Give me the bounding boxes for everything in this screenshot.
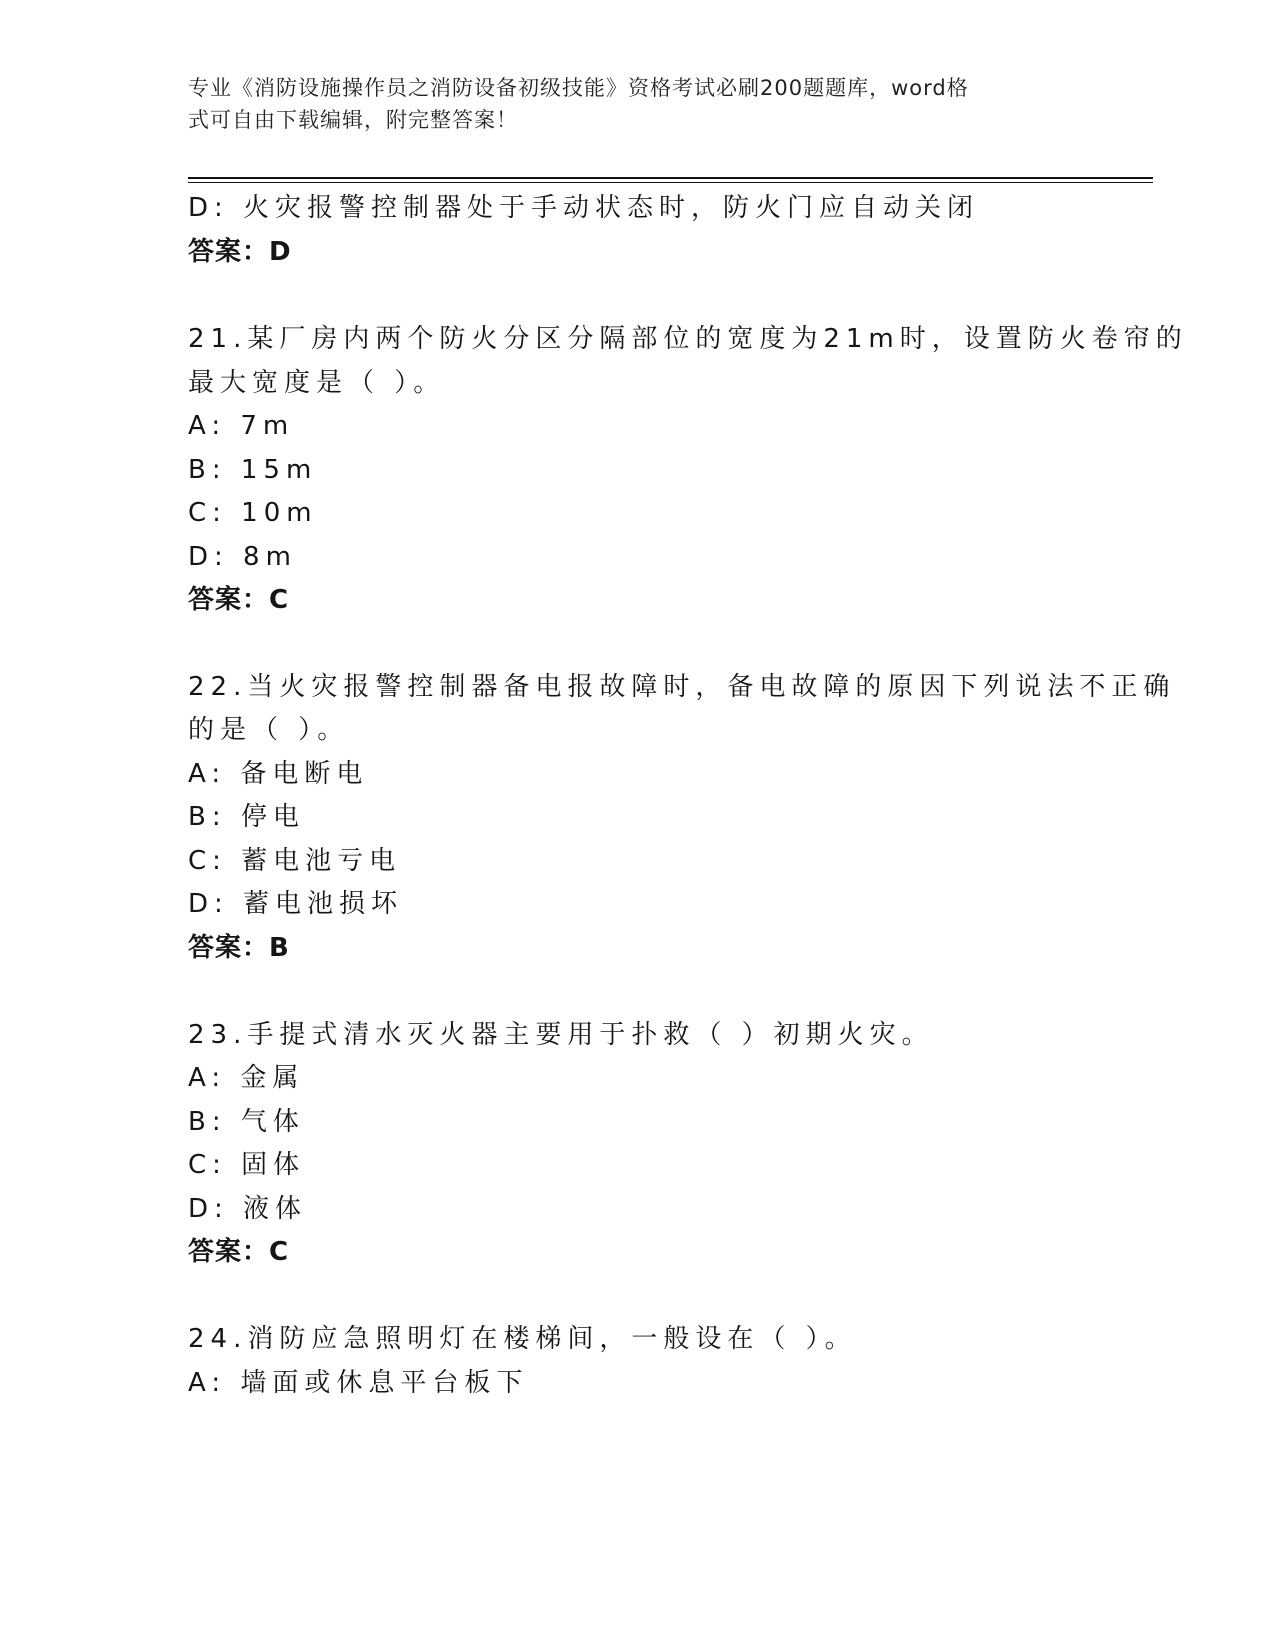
q21-option-a: A: 7m	[188, 411, 295, 441]
header-divider-thick	[188, 177, 1153, 179]
q23-option-c: C: 固体	[188, 1150, 306, 1180]
header-line-1: 专业《消防设施操作员之消防设备初级技能》资格考试必刷200题题库，word格	[188, 76, 969, 100]
header-divider-thin	[188, 182, 1153, 183]
q24-option-a: A: 墙面或休息平台板下	[188, 1368, 529, 1398]
header-line-2: 式可自由下载编辑，附完整答案！	[188, 108, 518, 132]
prev-answer: 答案：D	[188, 237, 292, 267]
q22-option-b: B: 停电	[188, 802, 305, 832]
q21-answer: 答案：C	[188, 585, 290, 615]
q22-option-a: A: 备电断电	[188, 759, 369, 789]
q21-stem-line-2: 最大宽度是（ ）。	[188, 368, 446, 398]
q23-option-a: A: 金属	[188, 1063, 305, 1093]
q24-stem-line-1: 24.消防应急照明灯在楼梯间，一般设在（ ）。	[188, 1324, 857, 1354]
q22-answer: 答案：B	[188, 933, 290, 963]
q22-option-c: C: 蓄电池亏电	[188, 846, 402, 876]
q22-stem-line-1: 22.当火灾报警控制器备电报故障时，备电故障的原因下列说法不正确	[188, 672, 1176, 702]
q23-option-d: D: 液体	[188, 1194, 308, 1224]
q21-option-d: D: 8m	[188, 542, 297, 572]
prev-option-d: D: 火灾报警控制器处于手动状态时，防火门应自动关闭	[188, 193, 980, 223]
q23-answer: 答案：C	[188, 1237, 290, 1267]
q22-option-d: D: 蓄电池损坏	[188, 889, 404, 919]
q23-option-b: B: 气体	[188, 1107, 305, 1137]
q23-stem-line-1: 23.手提式清水灭火器主要用于扑救（ ）初期火灾。	[188, 1020, 934, 1050]
q22-stem-line-2: 的是（ ）。	[188, 715, 350, 745]
q21-stem-line-1: 21.某厂房内两个防火分区分隔部位的宽度为21m时，设置防火卷帘的	[188, 324, 1188, 354]
q21-option-c: C: 10m	[188, 498, 318, 528]
document-header	[188, 72, 1068, 136]
q21-option-b: B: 15m	[188, 455, 318, 485]
